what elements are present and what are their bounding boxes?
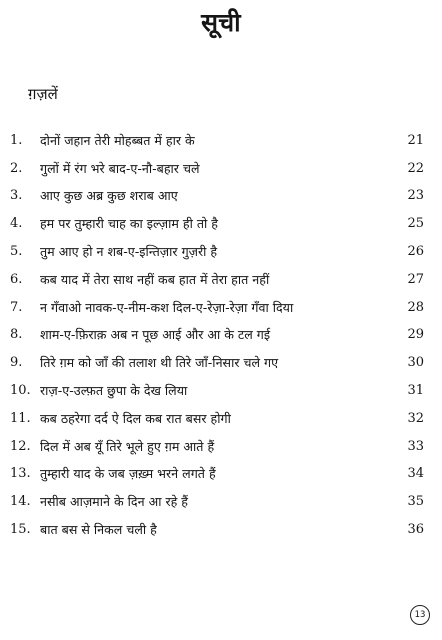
toc-row-13 <box>10 461 424 489</box>
section-heading: ग़ज़लें <box>28 85 58 103</box>
toc-row-6 <box>10 266 424 294</box>
toc-title: न गँवाओ नावक-ए-नीम-कश दिल-ए-रेज़ा-रेज़ा गँवा दिया <box>40 299 294 315</box>
toc-number: 4. <box>10 216 23 232</box>
toc-page-number: 21 <box>407 132 424 148</box>
toc-page-number: 29 <box>407 327 424 343</box>
toc-number: 3. <box>10 188 23 204</box>
toc-page-number: 31 <box>407 383 424 399</box>
toc-page-number: 32 <box>407 410 424 426</box>
toc-title: कब याद में तेरा साथ नहीं कब हात में तेरा हात नहीं <box>40 271 270 287</box>
toc-page-number: 28 <box>407 299 424 315</box>
page-number-badge: 13 <box>410 605 430 625</box>
toc-page-number: 23 <box>407 188 424 204</box>
toc-title: तिरे ग़म को जाँ की तलाश थी तिरे जाँ-निसार चले गए <box>40 355 279 371</box>
table-of-contents <box>10 127 424 544</box>
toc-page-number: 35 <box>407 494 424 510</box>
toc-page-number: 34 <box>407 466 424 482</box>
toc-number: 9. <box>10 355 23 371</box>
toc-title: राज़-ए-उल्फ़त छुपा के देख लिया <box>40 383 188 399</box>
toc-page-number: 33 <box>407 438 424 454</box>
toc-page-number: 25 <box>407 216 424 232</box>
toc-page-number: 26 <box>407 244 424 260</box>
toc-row-8 <box>10 322 424 350</box>
toc-title: आए कुछ अब्र कुछ शराब आए <box>40 188 178 204</box>
toc-number: 14. <box>10 494 31 510</box>
toc-title: नसीब आज़माने के दिन आ रहे हैं <box>40 494 188 510</box>
toc-title: दोनों जहान तेरी मोहब्बत में हार के <box>40 132 195 148</box>
toc-title: कब ठहरेगा दर्द ऐ दिल कब रात बसर होगी <box>40 410 231 426</box>
toc-title: हम पर तुम्हारी चाह का इल्ज़ाम ही तो है <box>40 216 218 232</box>
toc-number: 10. <box>10 383 31 399</box>
toc-row-15 <box>10 516 424 544</box>
toc-row-12 <box>10 433 424 461</box>
toc-page-number: 30 <box>407 355 424 371</box>
toc-number: 2. <box>10 160 23 176</box>
toc-page-number: 36 <box>407 522 424 538</box>
toc-title: शाम-ए-फ़िराक़ अब न पूछ आई और आ के टल गई <box>40 327 271 343</box>
toc-number: 7. <box>10 299 23 315</box>
toc-number: 5. <box>10 244 23 260</box>
toc-number: 13. <box>10 466 31 482</box>
toc-row-5 <box>10 238 424 266</box>
toc-row-7 <box>10 294 424 322</box>
toc-row-9 <box>10 349 424 377</box>
toc-number: 6. <box>10 271 23 287</box>
toc-row-3 <box>10 183 424 211</box>
toc-title: तुम्हारी याद के जब ज़ख़्म भरने लगते हैं <box>40 466 216 482</box>
toc-row-4 <box>10 210 424 238</box>
toc-number: 1. <box>10 132 23 148</box>
toc-number: 8. <box>10 327 23 343</box>
toc-number: 11. <box>10 410 31 426</box>
toc-row-11 <box>10 405 424 433</box>
toc-page-number: 27 <box>407 271 424 287</box>
toc-row-14 <box>10 488 424 516</box>
toc-title: बात बस से निकल चली है <box>40 522 157 538</box>
toc-title: तुम आए हो न शब-ए-इन्तिज़ार गुज़री है <box>40 244 218 260</box>
toc-title: दिल में अब यूँ तिरे भूले हुए ग़म आते हैं <box>40 438 215 454</box>
toc-page-number: 22 <box>407 160 424 176</box>
toc-row-1 <box>10 127 424 155</box>
toc-title: गुलों में रंग भरे बाद-ए-नौ-बहार चले <box>40 160 200 176</box>
toc-number: 12. <box>10 438 31 454</box>
page-title: सूची <box>201 8 241 37</box>
toc-row-2 <box>10 155 424 183</box>
toc-number: 15. <box>10 522 31 538</box>
toc-row-10 <box>10 377 424 405</box>
